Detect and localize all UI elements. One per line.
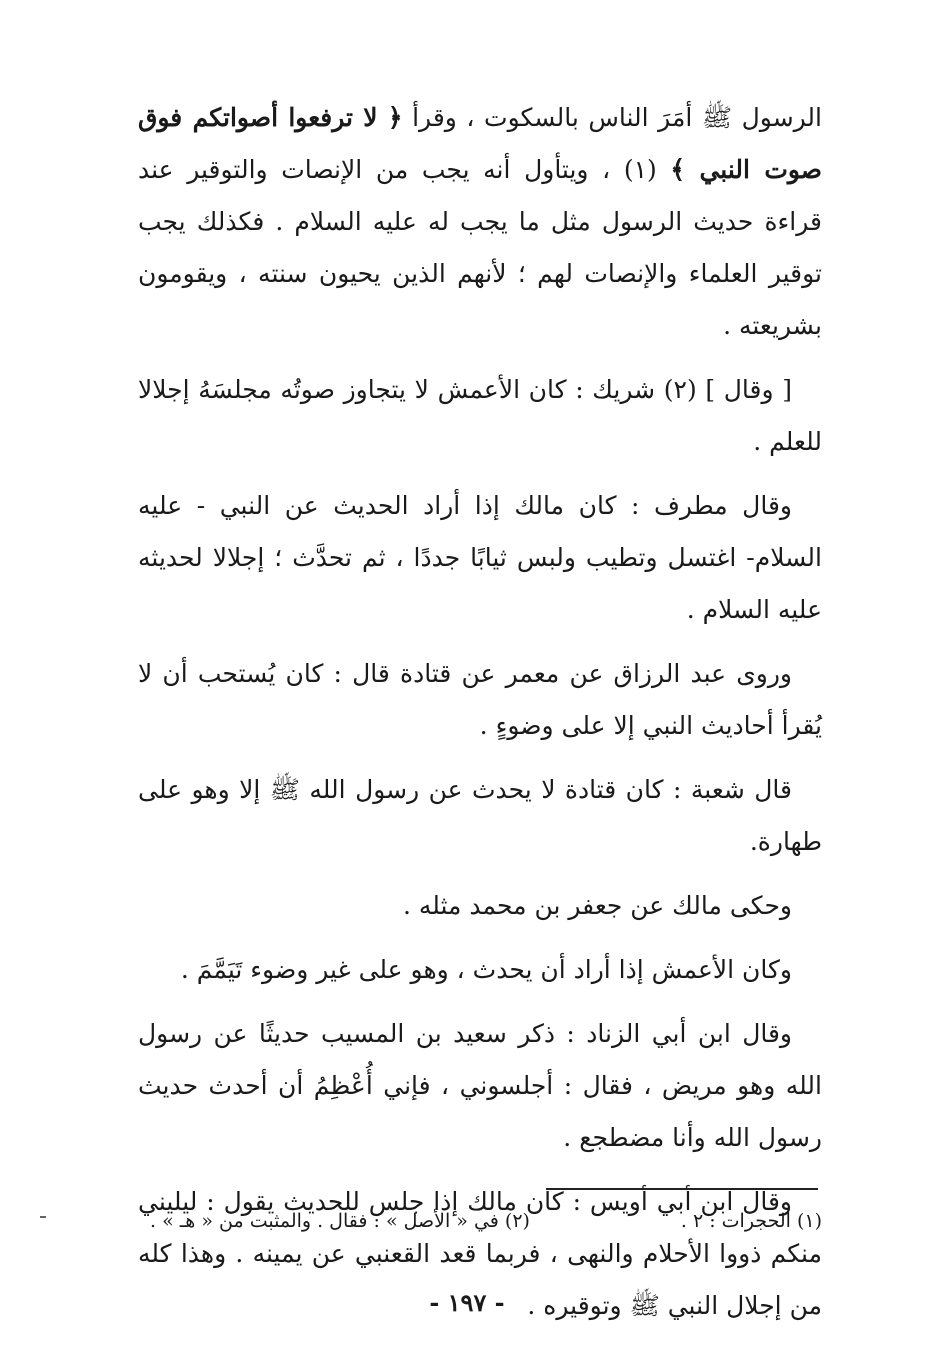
paragraph-3: وقال مطرف : كان مالك إذا أراد الحديث عن النبي - عليه السلام- اغتسل وتطيب ولبس ثيابًا جددًا ، ثم تحدَّث ؛ إجلالا لحديثه عليه السلام . [138, 491, 822, 624]
footnotes [150, 1206, 822, 1236]
paragraph-6: وحكى مالك عن جعفر بن محمد مثله . [402, 891, 792, 920]
footnote-divider [546, 1188, 818, 1190]
paragraph-1-before: الرسول ﷺ أمَرَ الناس بالسكوت ، وقرأ [402, 103, 822, 132]
page-number: - ١٩٧ - [429, 1288, 505, 1317]
paragraph-8: وقال ابن أبي الزناد : ذكر سعيد بن المسيب حديثًا عن رسول الله وهو مريض ، فقال : أجلسوني ، فإني أُعْظِمُ أن أحدث حديث رسول الله وأنا مضطجع . [138, 1019, 822, 1152]
paragraph-7: وكان الأعمش إذا أراد أن يحدث ، وهو على غير وضوء تَيَمَّمَ . [180, 955, 792, 984]
paragraph-1 [138, 92, 822, 352]
footnote-2: (٢) في « الأصل » : فقال . والمثبت من « هـ » . [150, 1210, 530, 1232]
paragraph-4: وروى عبد الرزاق عن معمر عن قتادة قال : كان يُستحب أن لا يُقرأ أحاديث النبي إلا على وضوءٍ . [138, 659, 822, 740]
paragraph-1-after: (١) ، ويتأول أنه يجب من الإنصات والتوقير عند قراءة حديث الرسول مثل ما يجب له عليه السلام . فكذلك يجب توقير العلماء والإنصات لهم ؛ لأنهم الذين يحيون سنته ، ويقومون بشريعته . [138, 155, 822, 340]
paragraph-5: قال شعبة : كان قتادة لا يحدث عن رسول الله ﷺ إلا وهو على طهارة. [138, 775, 822, 856]
paragraph-2: [ وقال ] (٢) شريك : كان الأعمش لا يتجاوز صوتُه مجلسَهُ إجلالا للعلم . [138, 375, 822, 456]
quran-verse: ﴿ لا ترفعوا أصواتكم فوق صوت النبي ﴾ [138, 103, 822, 184]
footnote-1: (١) الحجرات : ٢ . [680, 1210, 822, 1232]
paragraph-9: وقال ابن أبي أويس : كان مالك إذا جلس للحديث يقول : ليليني منكم ذووا الأحلام والنهى ، فربما قعد القعنبي عن يمينه . وهذا كله من إجلال النبي ﷺ وتوقيره . [138, 1187, 822, 1320]
page-body [138, 92, 822, 1344]
scan-speck [40, 1216, 46, 1218]
